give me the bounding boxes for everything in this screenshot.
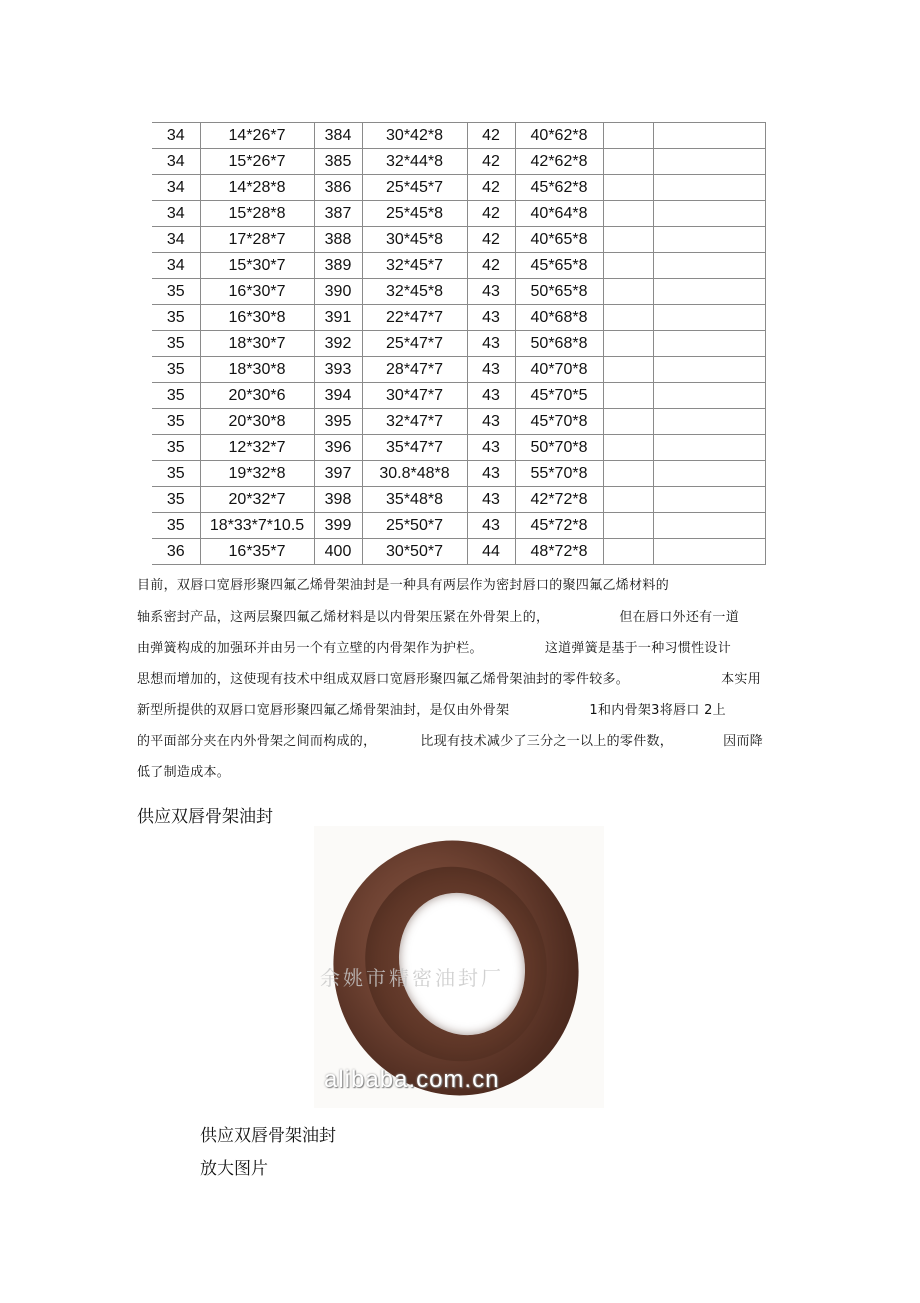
- table-cell: 14*28*8: [200, 175, 314, 201]
- table-cell: 45*70*5: [515, 383, 603, 409]
- table-cell: [653, 409, 765, 435]
- table-row: [152, 175, 765, 201]
- table-cell: [603, 383, 653, 409]
- table-cell: 43: [467, 331, 515, 357]
- table-cell: [653, 149, 765, 175]
- table-cell: 34: [152, 175, 200, 201]
- table-cell: 30*47*7: [362, 383, 467, 409]
- table-cell: 30*45*8: [362, 227, 467, 253]
- table-cell: 393: [314, 357, 362, 383]
- table-cell: [603, 279, 653, 305]
- table-cell: 386: [314, 175, 362, 201]
- table-cell: 42: [467, 149, 515, 175]
- table-cell: [653, 331, 765, 357]
- table-cell: 30*42*8: [362, 123, 467, 149]
- table-cell: 18*33*7*10.5: [200, 513, 314, 539]
- table-cell: [603, 175, 653, 201]
- table-cell: 25*47*7: [362, 331, 467, 357]
- table-cell: 18*30*7: [200, 331, 314, 357]
- table-cell: 384: [314, 123, 362, 149]
- table-cell: 30.8*48*8: [362, 461, 467, 487]
- table-cell: [603, 227, 653, 253]
- table-cell: [653, 175, 765, 201]
- table-cell: 25*45*8: [362, 201, 467, 227]
- body-line-2: 轴系密封产品，这两层聚四氟乙烯材料是以内骨架压紧在外骨架上的， 但在唇口外还有一道: [137, 610, 740, 625]
- enlarge-image-link[interactable]: 放大图片: [200, 1159, 268, 1179]
- table-cell: 20*32*7: [200, 487, 314, 513]
- body-line-3: 由弹簧构成的加强环并由另一个有立壁的内骨架作为护栏。 这道弹簧是基于一种习惯性设计: [137, 641, 732, 656]
- table-cell: 42: [467, 175, 515, 201]
- table-cell: 43: [467, 383, 515, 409]
- oil-seal-photo: [314, 826, 604, 1108]
- table-row: [152, 201, 765, 227]
- table-cell: 398: [314, 487, 362, 513]
- table-cell: [603, 461, 653, 487]
- table-cell: 43: [467, 279, 515, 305]
- table-cell: 20*30*6: [200, 383, 314, 409]
- table-cell: 55*70*8: [515, 461, 603, 487]
- table-cell: 34: [152, 149, 200, 175]
- table-cell: 45*62*8: [515, 175, 603, 201]
- table-cell: [653, 435, 765, 461]
- table-cell: 43: [467, 357, 515, 383]
- seal-size-table: [152, 122, 766, 565]
- table-cell: 42: [467, 123, 515, 149]
- table-cell: 17*28*7: [200, 227, 314, 253]
- table-cell: 399: [314, 513, 362, 539]
- table-cell: 50*70*8: [515, 435, 603, 461]
- table-cell: 40*65*8: [515, 227, 603, 253]
- table-cell: 45*65*8: [515, 253, 603, 279]
- table-cell: 43: [467, 435, 515, 461]
- table-cell: [603, 201, 653, 227]
- table-cell: 15*28*8: [200, 201, 314, 227]
- table-cell: [603, 331, 653, 357]
- table-cell: 391: [314, 305, 362, 331]
- table-cell: 43: [467, 409, 515, 435]
- table-cell: [653, 227, 765, 253]
- table-cell: 34: [152, 253, 200, 279]
- table-row: [152, 383, 765, 409]
- table-cell: [603, 539, 653, 565]
- table-cell: 15*30*7: [200, 253, 314, 279]
- table-cell: 35: [152, 357, 200, 383]
- photo-caption: 供应双唇骨架油封: [200, 1126, 336, 1146]
- photo-watermark: 余姚市精密油封厂: [320, 966, 504, 990]
- table-cell: 35: [152, 383, 200, 409]
- table-cell: 387: [314, 201, 362, 227]
- table-cell: 18*30*8: [200, 357, 314, 383]
- table-row: [152, 123, 765, 149]
- table-cell: 34: [152, 123, 200, 149]
- table-cell: [653, 305, 765, 331]
- table-cell: 400: [314, 539, 362, 565]
- table-cell: 40*64*8: [515, 201, 603, 227]
- table-cell: [603, 149, 653, 175]
- table-cell: [653, 279, 765, 305]
- table-cell: 42*62*8: [515, 149, 603, 175]
- table-cell: [603, 253, 653, 279]
- table-cell: [653, 461, 765, 487]
- table-cell: 389: [314, 253, 362, 279]
- table-row: [152, 279, 765, 305]
- table-cell: 45*70*8: [515, 409, 603, 435]
- table-cell: 20*30*8: [200, 409, 314, 435]
- table-row: [152, 149, 765, 175]
- table-cell: 44: [467, 539, 515, 565]
- table-cell: 397: [314, 461, 362, 487]
- table-cell: 43: [467, 487, 515, 513]
- table-cell: 392: [314, 331, 362, 357]
- table-cell: [653, 383, 765, 409]
- table-cell: 35: [152, 409, 200, 435]
- table-cell: 35*47*7: [362, 435, 467, 461]
- table-cell: [653, 123, 765, 149]
- table-cell: 42: [467, 227, 515, 253]
- table-cell: 40*62*8: [515, 123, 603, 149]
- table-cell: 388: [314, 227, 362, 253]
- table-cell: 16*35*7: [200, 539, 314, 565]
- table-cell: 35*48*8: [362, 487, 467, 513]
- table-row: [152, 253, 765, 279]
- table-cell: 43: [467, 461, 515, 487]
- table-cell: [653, 253, 765, 279]
- body-line-5: 新型所提供的双唇口宽唇形聚四氟乙烯骨架油封，是仅由外骨架 1和内骨架3将唇口 2上: [137, 703, 726, 718]
- table-cell: [653, 539, 765, 565]
- table-row: [152, 305, 765, 331]
- table-cell: [603, 357, 653, 383]
- table-cell: 34: [152, 201, 200, 227]
- table-cell: 32*45*8: [362, 279, 467, 305]
- table-cell: [653, 513, 765, 539]
- table-cell: [653, 201, 765, 227]
- table-cell: 25*45*7: [362, 175, 467, 201]
- table-cell: [603, 123, 653, 149]
- table-cell: 25*50*7: [362, 513, 467, 539]
- section-heading: 供应双唇骨架油封: [137, 807, 273, 827]
- body-line-6: 的平面部分夹在内外骨架之间而构成的， 比现有技术减少了三分之一以上的零件数， 因而降: [137, 734, 764, 749]
- table-cell: [603, 435, 653, 461]
- body-line-1: 目前，双唇口宽唇形聚四氟乙烯骨架油封是一种具有两层作为密封唇口的聚四氟乙烯材料的: [137, 578, 670, 593]
- table-cell: 34: [152, 227, 200, 253]
- table-cell: 35: [152, 435, 200, 461]
- table-cell: 43: [467, 513, 515, 539]
- table-cell: [603, 513, 653, 539]
- table-cell: 15*26*7: [200, 149, 314, 175]
- table-cell: 396: [314, 435, 362, 461]
- table-cell: 28*47*7: [362, 357, 467, 383]
- table-row: [152, 513, 765, 539]
- table-cell: 35: [152, 331, 200, 357]
- table-cell: 390: [314, 279, 362, 305]
- table-cell: 385: [314, 149, 362, 175]
- table-cell: 12*32*7: [200, 435, 314, 461]
- table-cell: 35: [152, 461, 200, 487]
- table-row: [152, 409, 765, 435]
- table-cell: 35: [152, 279, 200, 305]
- body-line-4: 思想而增加的，这使现有技术中组成双唇口宽唇形聚四氟乙烯骨架油封的零件较多。 本实用: [137, 672, 762, 687]
- body-line-7: 低了制造成本。: [137, 765, 231, 780]
- table-cell: 36: [152, 539, 200, 565]
- table-cell: 32*45*7: [362, 253, 467, 279]
- table-cell: [653, 487, 765, 513]
- table-row: [152, 357, 765, 383]
- table-cell: 16*30*7: [200, 279, 314, 305]
- table-cell: 42*72*8: [515, 487, 603, 513]
- table-cell: 16*30*8: [200, 305, 314, 331]
- table-cell: 42: [467, 253, 515, 279]
- table-cell: 48*72*8: [515, 539, 603, 565]
- table-cell: 30*50*7: [362, 539, 467, 565]
- table-cell: 45*72*8: [515, 513, 603, 539]
- table-cell: 32*44*8: [362, 149, 467, 175]
- alibaba-logo: alibaba.com.cn: [324, 1066, 500, 1093]
- table-cell: [653, 357, 765, 383]
- table-row: [152, 461, 765, 487]
- table-cell: 14*26*7: [200, 123, 314, 149]
- table-cell: 32*47*7: [362, 409, 467, 435]
- table-cell: 19*32*8: [200, 461, 314, 487]
- table-cell: [603, 409, 653, 435]
- table-cell: 40*68*8: [515, 305, 603, 331]
- table-cell: 35: [152, 513, 200, 539]
- table-cell: 50*65*8: [515, 279, 603, 305]
- table-row: [152, 227, 765, 253]
- table-cell: 42: [467, 201, 515, 227]
- table-cell: [603, 487, 653, 513]
- table-cell: 395: [314, 409, 362, 435]
- table-row: [152, 331, 765, 357]
- table-cell: [603, 305, 653, 331]
- table-cell: 43: [467, 305, 515, 331]
- table-row: [152, 487, 765, 513]
- table-row: [152, 539, 765, 565]
- table-cell: 35: [152, 305, 200, 331]
- table-cell: 50*68*8: [515, 331, 603, 357]
- table-cell: 35: [152, 487, 200, 513]
- table-cell: 40*70*8: [515, 357, 603, 383]
- table-cell: 394: [314, 383, 362, 409]
- table-row: [152, 435, 765, 461]
- table-cell: 22*47*7: [362, 305, 467, 331]
